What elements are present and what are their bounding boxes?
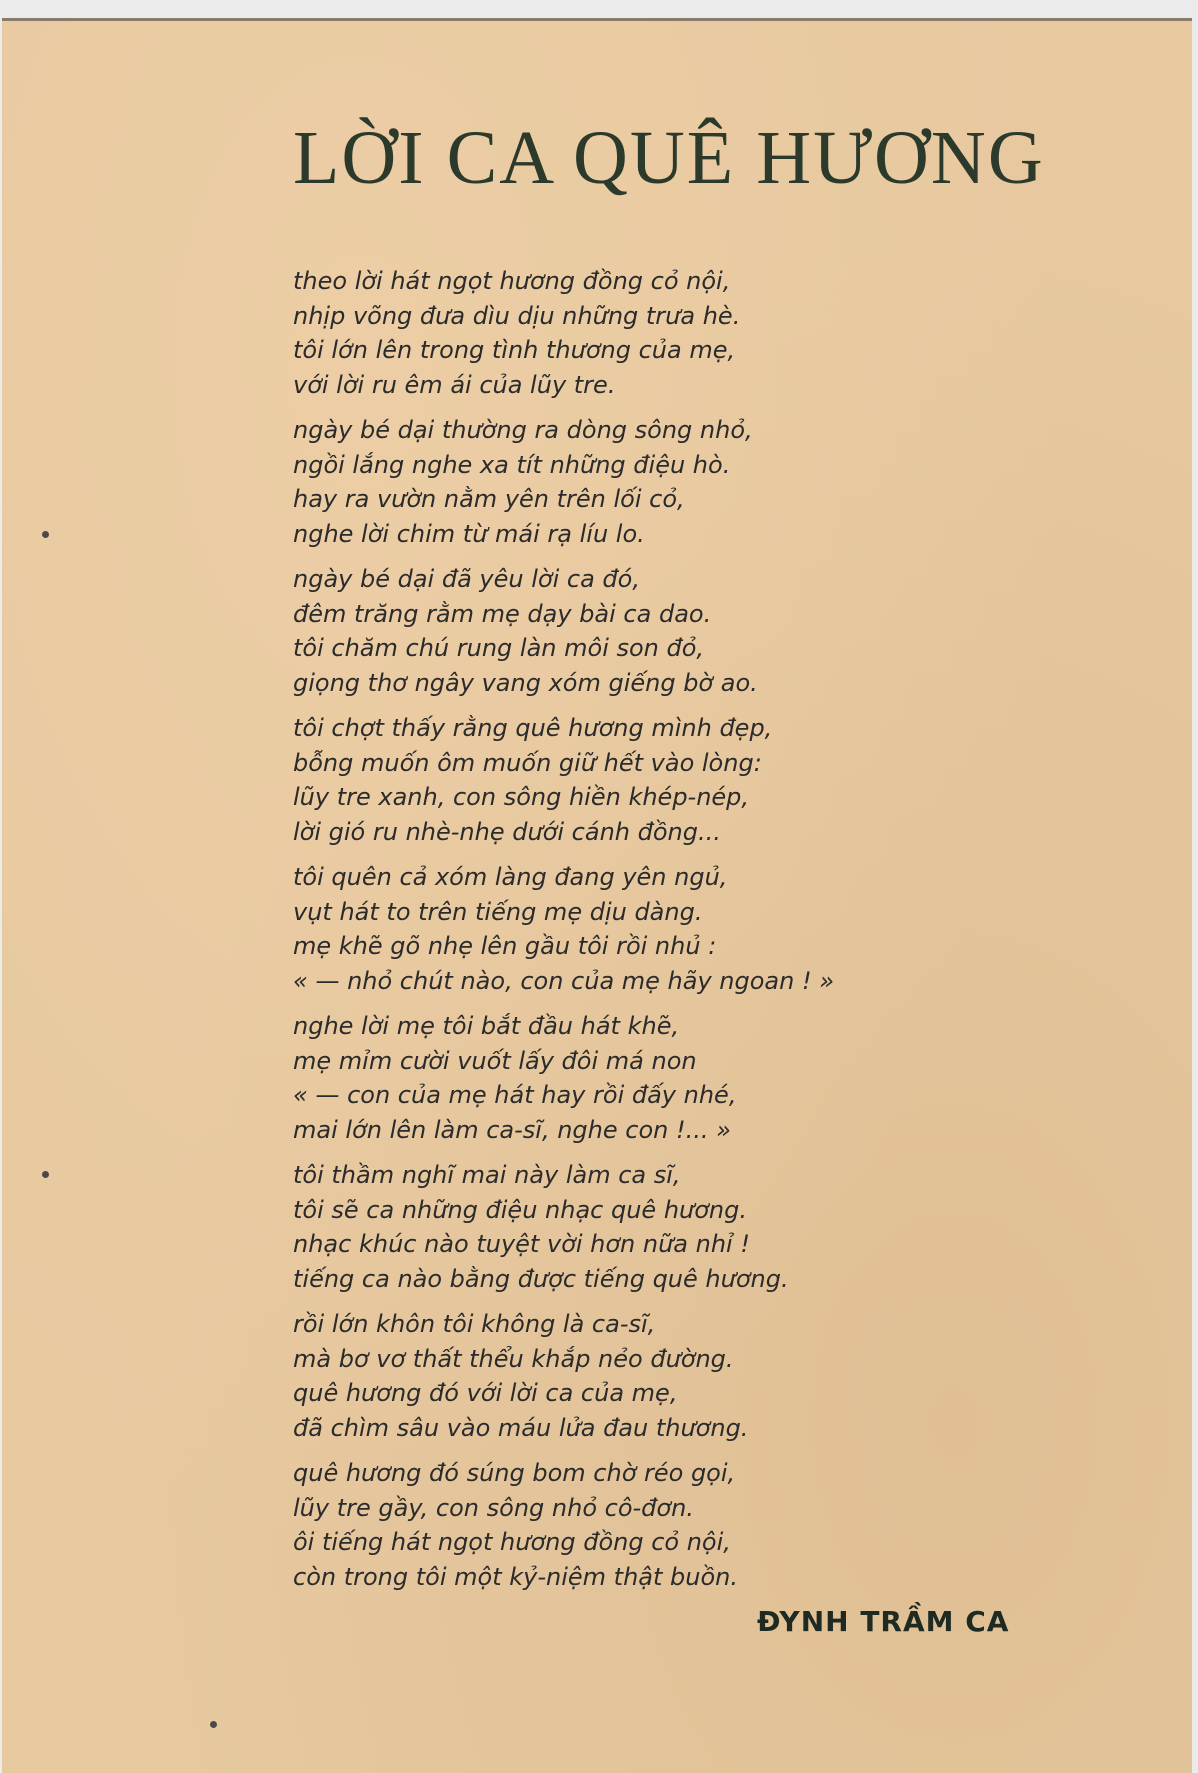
poem-line: hay ra vườn nằm yên trên lối cỏ, (293, 485, 685, 513)
ink-speck (210, 1721, 217, 1728)
poem-line: nghe lời chim từ mái rạ líu lo. (293, 519, 645, 548)
poem-line: giọng thơ ngây vang xóm giếng bờ ao. (293, 668, 758, 697)
poem-line: quê hương đó với lời ca của mẹ, (293, 1379, 678, 1407)
poem-line: tôi lớn lên trong tình thương của mẹ, (293, 336, 736, 364)
poem-line: nhịp võng đưa dìu dịu những trưa hè. (293, 301, 741, 330)
poem-line: nhạc khúc nào tuyệt vời hơn nữa nhỉ ! (293, 1230, 750, 1258)
poem-line: ngồi lắng nghe xa tít những điệu hò. (293, 450, 731, 479)
poem-line: mẹ khẽ gõ nhẹ lên gầu tôi rồi nhủ : (293, 932, 717, 960)
poem-line: tôi chợt thấy rằng quê hương mình đẹp, (293, 714, 773, 742)
poem-line: ôi tiếng hát ngọt hương đồng cỏ nội, (293, 1528, 731, 1556)
poem-stanza (293, 1158, 834, 1296)
poem-line: lời gió ru nhè-nhẹ dưới cánh đồng... (293, 817, 721, 846)
poem-line: ngày bé dại đã yêu lời ca đó, (293, 565, 640, 593)
poem-stanza (293, 711, 834, 849)
poem-stanza (293, 264, 834, 402)
poem-line: ngày bé dại thường ra dòng sông nhỏ, (293, 416, 753, 444)
poem-line: rồi lớn khôn tôi không là ca-sĩ, (293, 1310, 656, 1338)
poem-line: tôi quên cả xóm làng đang yên ngủ, (293, 863, 728, 891)
poem-line: bỗng muốn ôm muốn giữ hết vào lòng: (293, 748, 762, 777)
poem-line: vụt hát to trên tiếng mẹ dịu dàng. (293, 897, 703, 926)
poem-line: mẹ mỉm cười vuốt lấy đôi má non (293, 1046, 697, 1075)
poem-line: còn trong tôi một kỷ-niệm thật buồn. (293, 1562, 738, 1591)
poem-stanza (293, 1009, 834, 1147)
poem-line: mai lớn lên làm ca-sĩ, nghe con !... » (293, 1115, 731, 1144)
poem-line: tôi sẽ ca những điệu nhạc quê hương. (293, 1195, 748, 1224)
poem-title: LỜI CA QUÊ HƯƠNG (293, 116, 1045, 200)
poem-line: với lời ru êm ái của lũy tre. (293, 370, 616, 399)
poem-line: lũy tre gầy, con sông nhỏ cô-đơn. (293, 1493, 694, 1522)
poem-line: đã chìm sâu vào máu lửa đau thương. (293, 1413, 749, 1442)
poem-line: quê hương đó súng bom chờ réo gọi, (293, 1459, 736, 1487)
poem-stanza (293, 860, 834, 998)
poem-line: theo lời hát ngọt hương đồng cỏ nội, (293, 267, 731, 295)
poem-line: « — nhỏ chút nào, con của mẹ hãy ngoan ! » (293, 966, 835, 995)
poem-stanza (293, 562, 834, 700)
poem-line: « — con của mẹ hát hay rồi đấy nhé, (293, 1081, 737, 1109)
poem-stanza (293, 413, 834, 551)
poem-stanza (293, 1456, 834, 1594)
author-name: ĐYNH TRẦM CA (757, 1605, 1010, 1638)
poem-line: tôi chăm chú rung làn môi son đỏ, (293, 634, 705, 662)
poem-body (293, 264, 834, 1605)
ink-speck (42, 1171, 49, 1178)
poem-line: lũy tre xanh, con sông hiền khép-nép, (293, 783, 750, 811)
poem-line: nghe lời mẹ tôi bắt đầu hát khẽ, (293, 1012, 680, 1040)
ink-speck (42, 531, 49, 538)
poem-line: tôi thầm nghĩ mai này làm ca sĩ, (293, 1161, 681, 1189)
poem-line: mà bơ vơ thất thểu khắp nẻo đường. (293, 1344, 734, 1373)
poem-stanza (293, 1307, 834, 1445)
poem-line: đêm trăng rằm mẹ dạy bài ca dao. (293, 599, 712, 628)
poem-line: tiếng ca nào bằng được tiếng quê hương. (293, 1264, 789, 1293)
